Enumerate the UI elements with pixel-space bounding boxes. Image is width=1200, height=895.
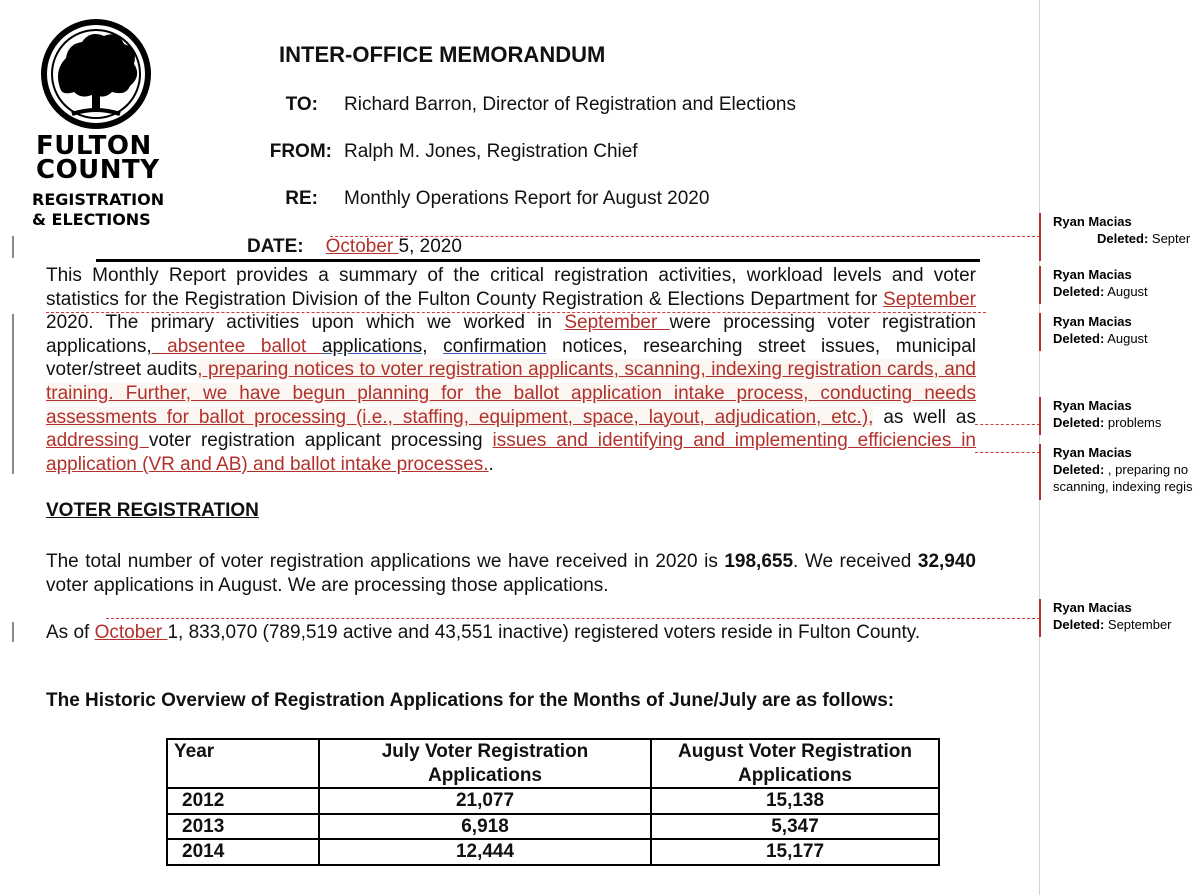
voter-text: As of [46,622,95,643]
change-bar [12,236,14,258]
header-rule [96,259,980,262]
historic-applications-table [166,738,940,866]
comment-text: Septer [1148,231,1191,246]
re-value: Monthly Operations Report for August 2020 [344,188,710,209]
historic-overview-heading: The Historic Overview of Registration Applications for the Months of June/July are as follows: [46,690,895,711]
comment-author: Ryan Macias [1053,267,1132,282]
comment-text: , preparing no [1104,462,1189,477]
intro-insertion: confirmation [443,335,547,357]
intro-insertion: issues and identifying and implementing efficiencies in application (VR and AB) and ballot intake processes. [46,430,976,475]
date-value: 5, 2020 [398,236,462,257]
comment-leader-line [46,312,986,313]
table-cell: 15,138 [651,788,939,814]
change-bar [12,314,14,474]
date-insertion: October [325,236,399,257]
intro-paragraph [46,264,976,476]
comment-author: Ryan Macias [1053,314,1132,329]
intro-text: . [488,453,494,475]
comment-author: Ryan Macias [1053,214,1132,229]
table-cell: 21,077 [319,788,651,814]
intro-insertion: absentee ballot [151,335,322,357]
voter-insertion: October [94,622,168,643]
comment-text: September [1104,617,1172,632]
comment-author: Ryan Macias [1053,445,1132,460]
august-applications-value: 32,940 [917,551,976,572]
re-label: RE: [285,188,318,209]
comment-label: Deleted: [1053,415,1105,430]
date-label: DATE: [247,236,304,257]
intro-insertion: addressing [46,430,149,452]
table-header-cell: July Voter Registration Applications [319,739,651,788]
comment-label: Deleted: [1053,617,1105,632]
table-row [167,788,939,814]
comment-author: Ryan Macias [1053,600,1132,615]
voter-paragraph-1 [46,550,976,597]
intro-text: as well as [873,406,976,428]
intro-insertion: , preparing notices to voter registration applicants, scanning, indexing registration cards, and training. Further, we have begun planning for the ballot application intake process, conducting needs assessments for ballot processing (i.e., staffing, equipment, space, layout, adjudication, etc.), [46,359,976,428]
voter-text: voter applications in August. We are processing those applications. [46,574,609,596]
comment-leader-line [975,424,1040,425]
comment-leader-line [106,618,1040,619]
intro-insertion: applications, [321,335,428,357]
table-cell: 12,444 [319,839,651,865]
section-heading-voter-registration: VOTER REGISTRATION [46,500,259,521]
table-header-cell: August Voter Registration Applications [651,739,939,788]
intro-text [428,336,444,357]
table-cell: 2012 [167,788,319,814]
deletion-comment[interactable] [1039,397,1200,435]
deletion-comment[interactable] [1039,266,1200,304]
table-cell: 2013 [167,814,319,840]
change-bar [12,622,14,642]
comment-label: Deleted: [1097,231,1149,246]
to-label: TO: [285,94,318,115]
intro-text: notices, researching street issues, municipal voter/street audits [46,335,977,381]
deletion-comment[interactable] [1039,444,1200,500]
logo-wordmark [36,131,160,185]
table-header-cell: Year [167,739,319,788]
from-label: FROM: [269,141,332,162]
table-row [167,814,939,840]
table-cell: 15,177 [651,839,939,865]
voter-text: The total number of voter registration applications we have received in 2020 is [46,551,725,572]
intro-text: voter registration applicant processing [148,430,493,452]
intro-insertion: September [564,312,670,334]
comment-leader-line [330,236,1040,237]
logo-sub-2: & ELECTIONS [32,210,151,229]
intro-text: were processing voter registration applications, [46,312,976,357]
voter-text: 1, 833,070 (789,519 active and 43,551 inactive) registered voters reside in Fulton County. [167,622,921,643]
date-line [247,236,462,258]
intro-text: 2020. The primary activities upon which we worked in [46,312,565,334]
tree-emblem-icon [32,18,162,130]
voter-text: . We received [793,551,918,572]
logo-subtitle [32,190,164,230]
comment-label: Deleted: [1053,284,1105,299]
memo-title: INTER-OFFICE MEMORANDUM [279,42,606,67]
comment-author: Ryan Macias [1053,398,1132,413]
intro-insertion: September [883,288,976,310]
table-row [167,839,939,865]
table-cell: 5,347 [651,814,939,840]
comment-text: scanning, indexing regis [1053,479,1193,494]
comment-label: Deleted: [1053,331,1105,346]
comment-leader-line [975,452,1040,453]
logo-sub-1: REGISTRATION [32,190,165,209]
to-value: Richard Barron, Director of Registration and Elections [344,94,796,115]
deletion-comment[interactable] [1039,599,1200,637]
voter-paragraph-2 [46,621,976,645]
total-applications-value: 198,655 [724,551,794,572]
logo-line-2: COUNTY [36,155,160,185]
deletion-comment[interactable] [1039,313,1200,351]
intro-text: This Monthly Report provides a summary of the critical registration activities, workload levels and voter statistics for the Registration Division of the Fulton County Registration & Elections Department for [46,265,976,310]
comment-label: Deleted: [1053,462,1105,477]
comment-text: August [1104,284,1148,299]
deletion-comment[interactable] [1039,213,1200,261]
from-value: Ralph M. Jones, Registration Chief [344,141,638,162]
logo-line-1: FULTON [36,131,152,161]
table-header-row [167,739,939,788]
table-cell: 6,918 [319,814,651,840]
table-cell: 2014 [167,839,319,865]
comment-text: problems [1104,415,1162,430]
comment-text: August [1104,331,1148,346]
